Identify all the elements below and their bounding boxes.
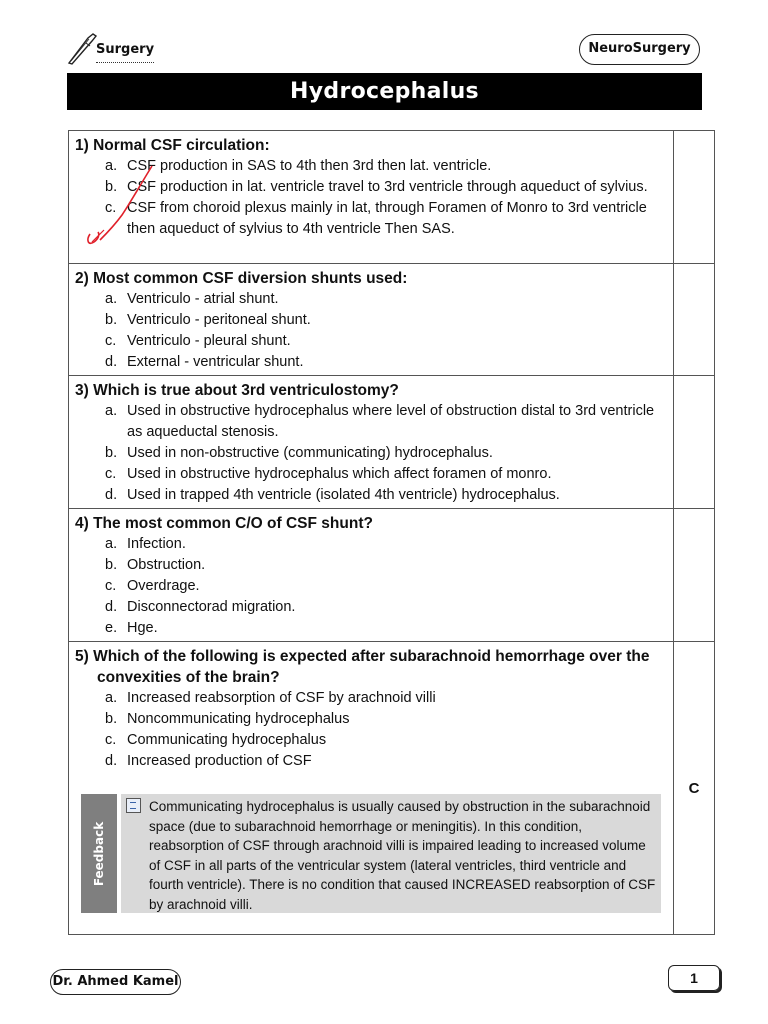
option-letter: b. [105, 557, 118, 573]
option-letter: a. [105, 403, 118, 419]
option-item [75, 576, 667, 597]
option-item [75, 485, 667, 506]
option-letter: d. [105, 354, 118, 370]
note-icon [126, 798, 141, 813]
feedback-label: Feedback [92, 821, 106, 886]
option-item [75, 534, 667, 555]
question-text: 2) Most common CSF diversion shunts used: [75, 270, 408, 287]
option-text: Used in non-obstructive (communicating) hydrocephalus. [127, 445, 493, 461]
option-text: Disconnectorad migration. [127, 599, 296, 615]
question-text: 1) Normal CSF circulation: [75, 137, 270, 154]
option-letter: e. [105, 620, 118, 636]
option-item [75, 443, 667, 464]
subject-tag [66, 30, 156, 66]
question-table [68, 130, 715, 935]
option-item [75, 597, 667, 618]
option-text: Noncommunicating hydrocephalus [127, 711, 350, 727]
answer-cell [674, 131, 715, 264]
option-text: Ventriculo - pleural shunt. [127, 333, 291, 349]
question-row-2 [69, 264, 715, 376]
option-item [75, 310, 667, 331]
feedback-side-label [81, 794, 117, 913]
option-text: Used in obstructive hydrocephalus which affect foramen of monro. [127, 466, 552, 482]
option-list [75, 289, 667, 373]
feedback-box [81, 794, 661, 913]
option-text: External - ventricular shunt. [127, 354, 304, 370]
option-letter: c. [105, 200, 117, 216]
option-list [75, 688, 667, 772]
question-row-3 [69, 376, 715, 509]
option-letter: d. [105, 599, 118, 615]
scalpel-icon [66, 30, 100, 66]
option-letter: a. [105, 158, 118, 174]
option-text: Ventriculo - peritoneal shunt. [127, 312, 311, 328]
option-text: Used in obstructive hydrocephalus where level of obstruction distal to 3rd ventricle as aqueductal stenosis. [127, 403, 655, 440]
question-text: 3) Which is true about 3rd ventriculostomy? [75, 382, 399, 399]
option-letter: a. [105, 536, 118, 552]
option-item [75, 352, 667, 373]
answer-cell [674, 509, 715, 642]
answer-cell [674, 376, 715, 509]
option-text: CSF production in SAS to 4th then 3rd then lat. ventricle. [127, 158, 492, 174]
option-item [75, 730, 667, 751]
option-list [75, 534, 667, 639]
option-item [75, 464, 667, 485]
subject-label: Surgery [96, 42, 155, 57]
question-text: 5) Which of the following is expected after subarachnoid hemorrhage over the convexities of the brain? [75, 648, 650, 686]
feedback-body [121, 794, 661, 913]
option-text: Overdrage. [127, 578, 200, 594]
option-letter: c. [105, 578, 117, 594]
question-cell [69, 264, 674, 376]
option-text: Used in trapped 4th ventricle (isolated 4th ventricle) hydrocephalus. [127, 487, 560, 503]
option-item [75, 618, 667, 639]
option-letter: a. [105, 291, 118, 307]
option-letter: c. [105, 732, 117, 748]
option-letter: b. [105, 445, 118, 461]
option-letter: b. [105, 312, 118, 328]
option-list [75, 156, 667, 240]
option-text: Communicating hydrocephalus [127, 732, 327, 748]
author-badge: Dr. Ahmed Kamel [50, 969, 181, 995]
option-letter: d. [105, 487, 118, 503]
question-text: 4) The most common C/O of CSF shunt? [75, 515, 373, 532]
option-item [75, 709, 667, 730]
option-text: Ventriculo - atrial shunt. [127, 291, 279, 307]
option-letter: b. [105, 179, 118, 195]
feedback-text: Communicating hydrocephalus is usually caused by obstruction in the subarachnoid space (due to subarachnoid hemorrhage or meningitis). In this condition, reabsorption of CSF through arachnoid villi is impaired leading to increased volume of CSF in all parts of the ventricular system (lateral ventricles, third ventricle and fourth ventricle). There is no condition that caused INCREASED reabsorption of CSF by arachnoid villi. [149, 799, 656, 912]
answer-cell [674, 642, 715, 935]
option-letter: c. [105, 466, 117, 482]
option-item [75, 289, 667, 310]
option-item [75, 177, 667, 198]
page-title: Hydrocephalus [67, 73, 702, 110]
question-cell [69, 642, 674, 935]
option-item [75, 751, 667, 772]
option-item [75, 688, 667, 709]
option-letter: b. [105, 711, 118, 727]
option-text: CSF production in lat. ventricle travel to 3rd ventricle through aqueduct of sylvius. [127, 179, 648, 195]
option-text: Hge. [127, 620, 158, 636]
answer-cell [674, 264, 715, 376]
section-badge: NeuroSurgery [579, 34, 700, 65]
answer-letter: C [688, 779, 700, 797]
option-item [75, 331, 667, 352]
question-row-4 [69, 509, 715, 642]
option-text: Obstruction. [127, 557, 206, 573]
option-letter: d. [105, 753, 118, 769]
page-number: 1 [668, 965, 720, 991]
question-row-1 [69, 131, 715, 264]
option-item [75, 401, 667, 443]
option-letter: a. [105, 690, 118, 706]
question-row-5 [69, 642, 715, 935]
option-item [75, 156, 667, 177]
option-text: Increased production of CSF [127, 753, 312, 769]
question-cell [69, 376, 674, 509]
question-cell [69, 509, 674, 642]
option-item [75, 555, 667, 576]
option-list [75, 401, 667, 506]
question-cell [69, 131, 674, 264]
option-letter: c. [105, 333, 117, 349]
option-item [75, 198, 667, 240]
dotted-underline [96, 62, 154, 63]
option-text: Increased reabsorption of CSF by arachnoid villi [127, 690, 436, 706]
option-text: CSF from choroid plexus mainly in lat, through Foramen of Monro to 3rd ventricle then aqueduct of sylvius to 4th ventricle Then SAS. [127, 200, 647, 237]
option-text: Infection. [127, 536, 186, 552]
